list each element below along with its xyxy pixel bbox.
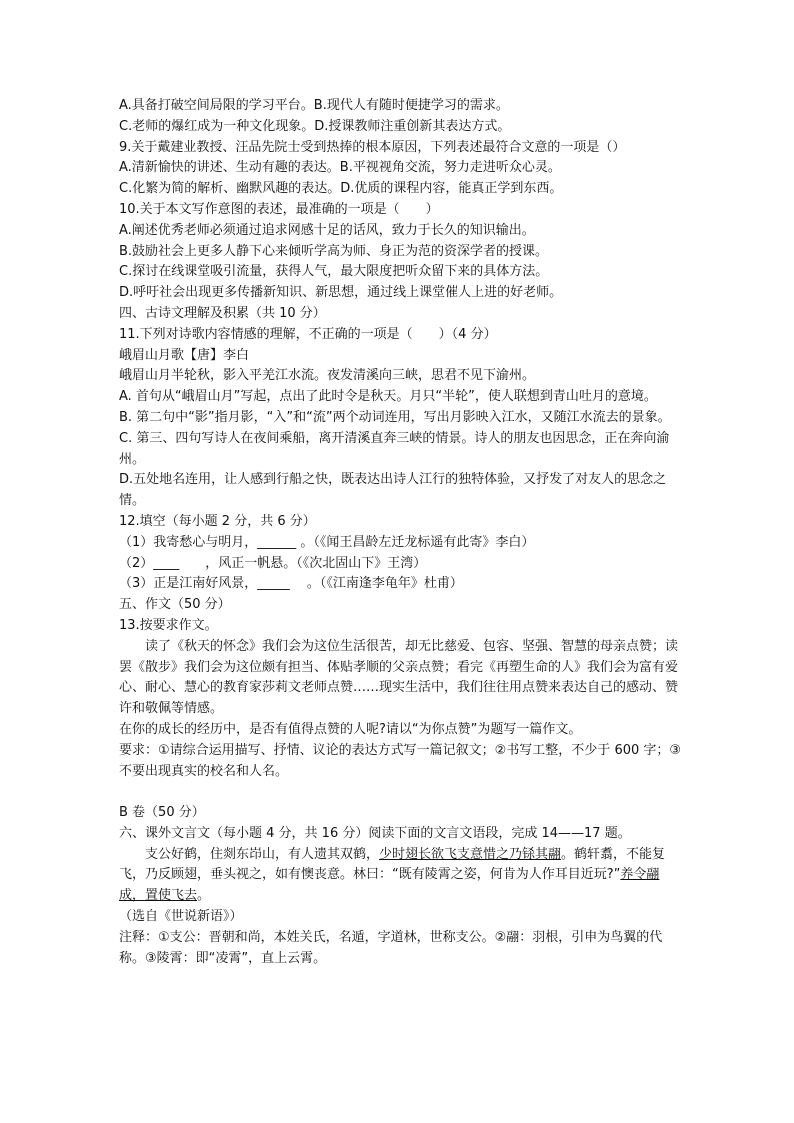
q12-stem: 12.填空（每小题 2 分，共 6 分）: [119, 513, 316, 529]
q11-option-a: A. 首句从“峨眉山月”写起，点出了此时令是秋天。月只“半轮”，使人联想到青山吐月的意境。: [119, 389, 657, 405]
q9-options-cd: C.化繁为简的解析、幽默风趣的表达。D.优质的课程内容，能真正学到东西。: [119, 181, 563, 197]
passage-part-1: 支公好鹤，住剡东岇山，有人遗其双鹤，: [145, 846, 380, 862]
q13-stem: 13.按要求作文。: [119, 617, 218, 633]
section-6-heading: 六、课外文言文（每小题 4 分，共 16 分）阅读下面的文言文语段，完成 14——17 题。: [119, 825, 631, 841]
q12-blank-1: （1）我寄愁心与明月，______ 。（《闻王昌龄左迁龙标遥有此寄》李白）: [119, 534, 535, 550]
passage-underlined-2: 养令翮成，置使飞去: [119, 867, 660, 904]
q12-blank-2: （2）____ ，风正一帆悬。（《次北固山下》王湾）: [119, 555, 427, 571]
essay-prompt: 读了《秋天的怀念》我们会为这位生活很苦，却无比慈爱、包容、坚强、智慧的母亲点赞；读罢《散步》我们会为这位颇有担当、体贴孝顺的父亲点赞；看完《再塑生命的人》我们会为富有爱心、耐心、慧心的教育家莎莉文老师点赞……现实生活中，我们往往用点赞来表达自己的感动、赞许和敬佩等情感。: [119, 638, 679, 717]
passage-underlined-1: 少时翅长欲飞支意惜之乃铩其翮: [379, 846, 562, 862]
passage-notes: 注释：①支公：晋朝和尚，本姓关氏，名遁，字道林，世称支公。②翮：羽根，引申为鸟翼的代称。③陵霄：即“凌霄”，直上云霄。: [119, 929, 663, 966]
poem-title: 峨眉山月歌【唐】李白: [119, 347, 250, 363]
classical-passage: [119, 845, 684, 907]
section-4-heading: 四、古诗文理解及积累（共 10 分）: [119, 305, 326, 321]
q12-blank-3: （3）正是江南好风景，_____ 。（《江南逢李龟年》杜甫）: [119, 576, 463, 592]
q10-option-d: D.呼吁社会出现更多传播新知识、新思想，通过线上课堂催人上进的好老师。: [119, 285, 563, 301]
q10-option-c: C.探讨在线课堂吸引流量，获得人气，最大限度把听众留下来的具体方法。: [119, 264, 549, 280]
passage-part-3: 。: [197, 888, 211, 904]
essay-task: 在你的成长的经历中，是否有值得点赞的人呢?请以“为你点赞”为题写一篇作文。: [119, 721, 582, 737]
q11-option-d: D.五处地名连用，让人感到行船之快，既表达出诗人江行的独特体验，又抒发了对友人的思念之情。: [119, 472, 667, 509]
section-5-heading: 五、作文（50 分）: [119, 597, 231, 613]
q8-options-cd: C.老师的爆红成为一种文化现象。D.授课教师注重创新其表达方式。: [119, 118, 511, 134]
q11-stem: 11.下列对诗歌内容情感的理解，不正确的一项是（ ）（4 分）: [119, 326, 497, 342]
q9-options-ab: A.清新愉快的讲述、生动有趣的表达。B.平视视角交流，努力走进听众心灵。: [119, 160, 561, 176]
essay-requirements: 要求：①请综合运用描写、抒情、议论的表达方式写一篇记叙文；②书写工整，不少于 600 字；③不要出现真实的校名和人名。: [119, 742, 682, 779]
q10-option-b: B.鼓励社会上更多人静下心来倾听学高为师、身正为范的资深学者的授课。: [119, 243, 549, 259]
q10-stem: 10.关于本文写作意图的表述，最准确的一项是（ ）: [119, 201, 439, 217]
passage-part-2: 。鹤轩翥，不能复飞，乃反顾翅，垂头视之，如有懊丧意。林曰：“既有陵霄之姿，何肯为人作耳目近玩?”: [119, 846, 666, 883]
q11-option-c: C. 第三、四句写诗人在夜间乘船，离开清溪直奔三峡的情景。诗人的朋友也因思念，正在奔向渝州。: [119, 430, 670, 467]
poem-text: 峨眉山月半轮秋，影入平羌江水流。夜发清溪向三峡，思君不见下渝州。: [119, 368, 536, 384]
page-content: [119, 96, 684, 969]
passage-source: （选自《世说新语》）: [119, 909, 243, 925]
q8-options-ab: A.具备打破空间局限的学习平台。B.现代人有随时便捷学习的需求。: [119, 98, 509, 113]
q11-option-b: B. 第二句中“影”指月影，“入”和“流”两个动词连用，写出月影映入江水，又随江水流去的景象。: [119, 409, 671, 425]
spacer: [119, 782, 684, 803]
q9-stem: 9.关于戴建业教授、汪品先院士受到热捧的根本原因，下列表述最符合文意的一项是（）: [119, 139, 626, 155]
volume-b-heading: B 卷（50 分）: [119, 805, 205, 821]
q10-option-a: A.阐述优秀老师必须通过追求网感十足的话风，致力于长久的知识输出。: [119, 222, 535, 238]
